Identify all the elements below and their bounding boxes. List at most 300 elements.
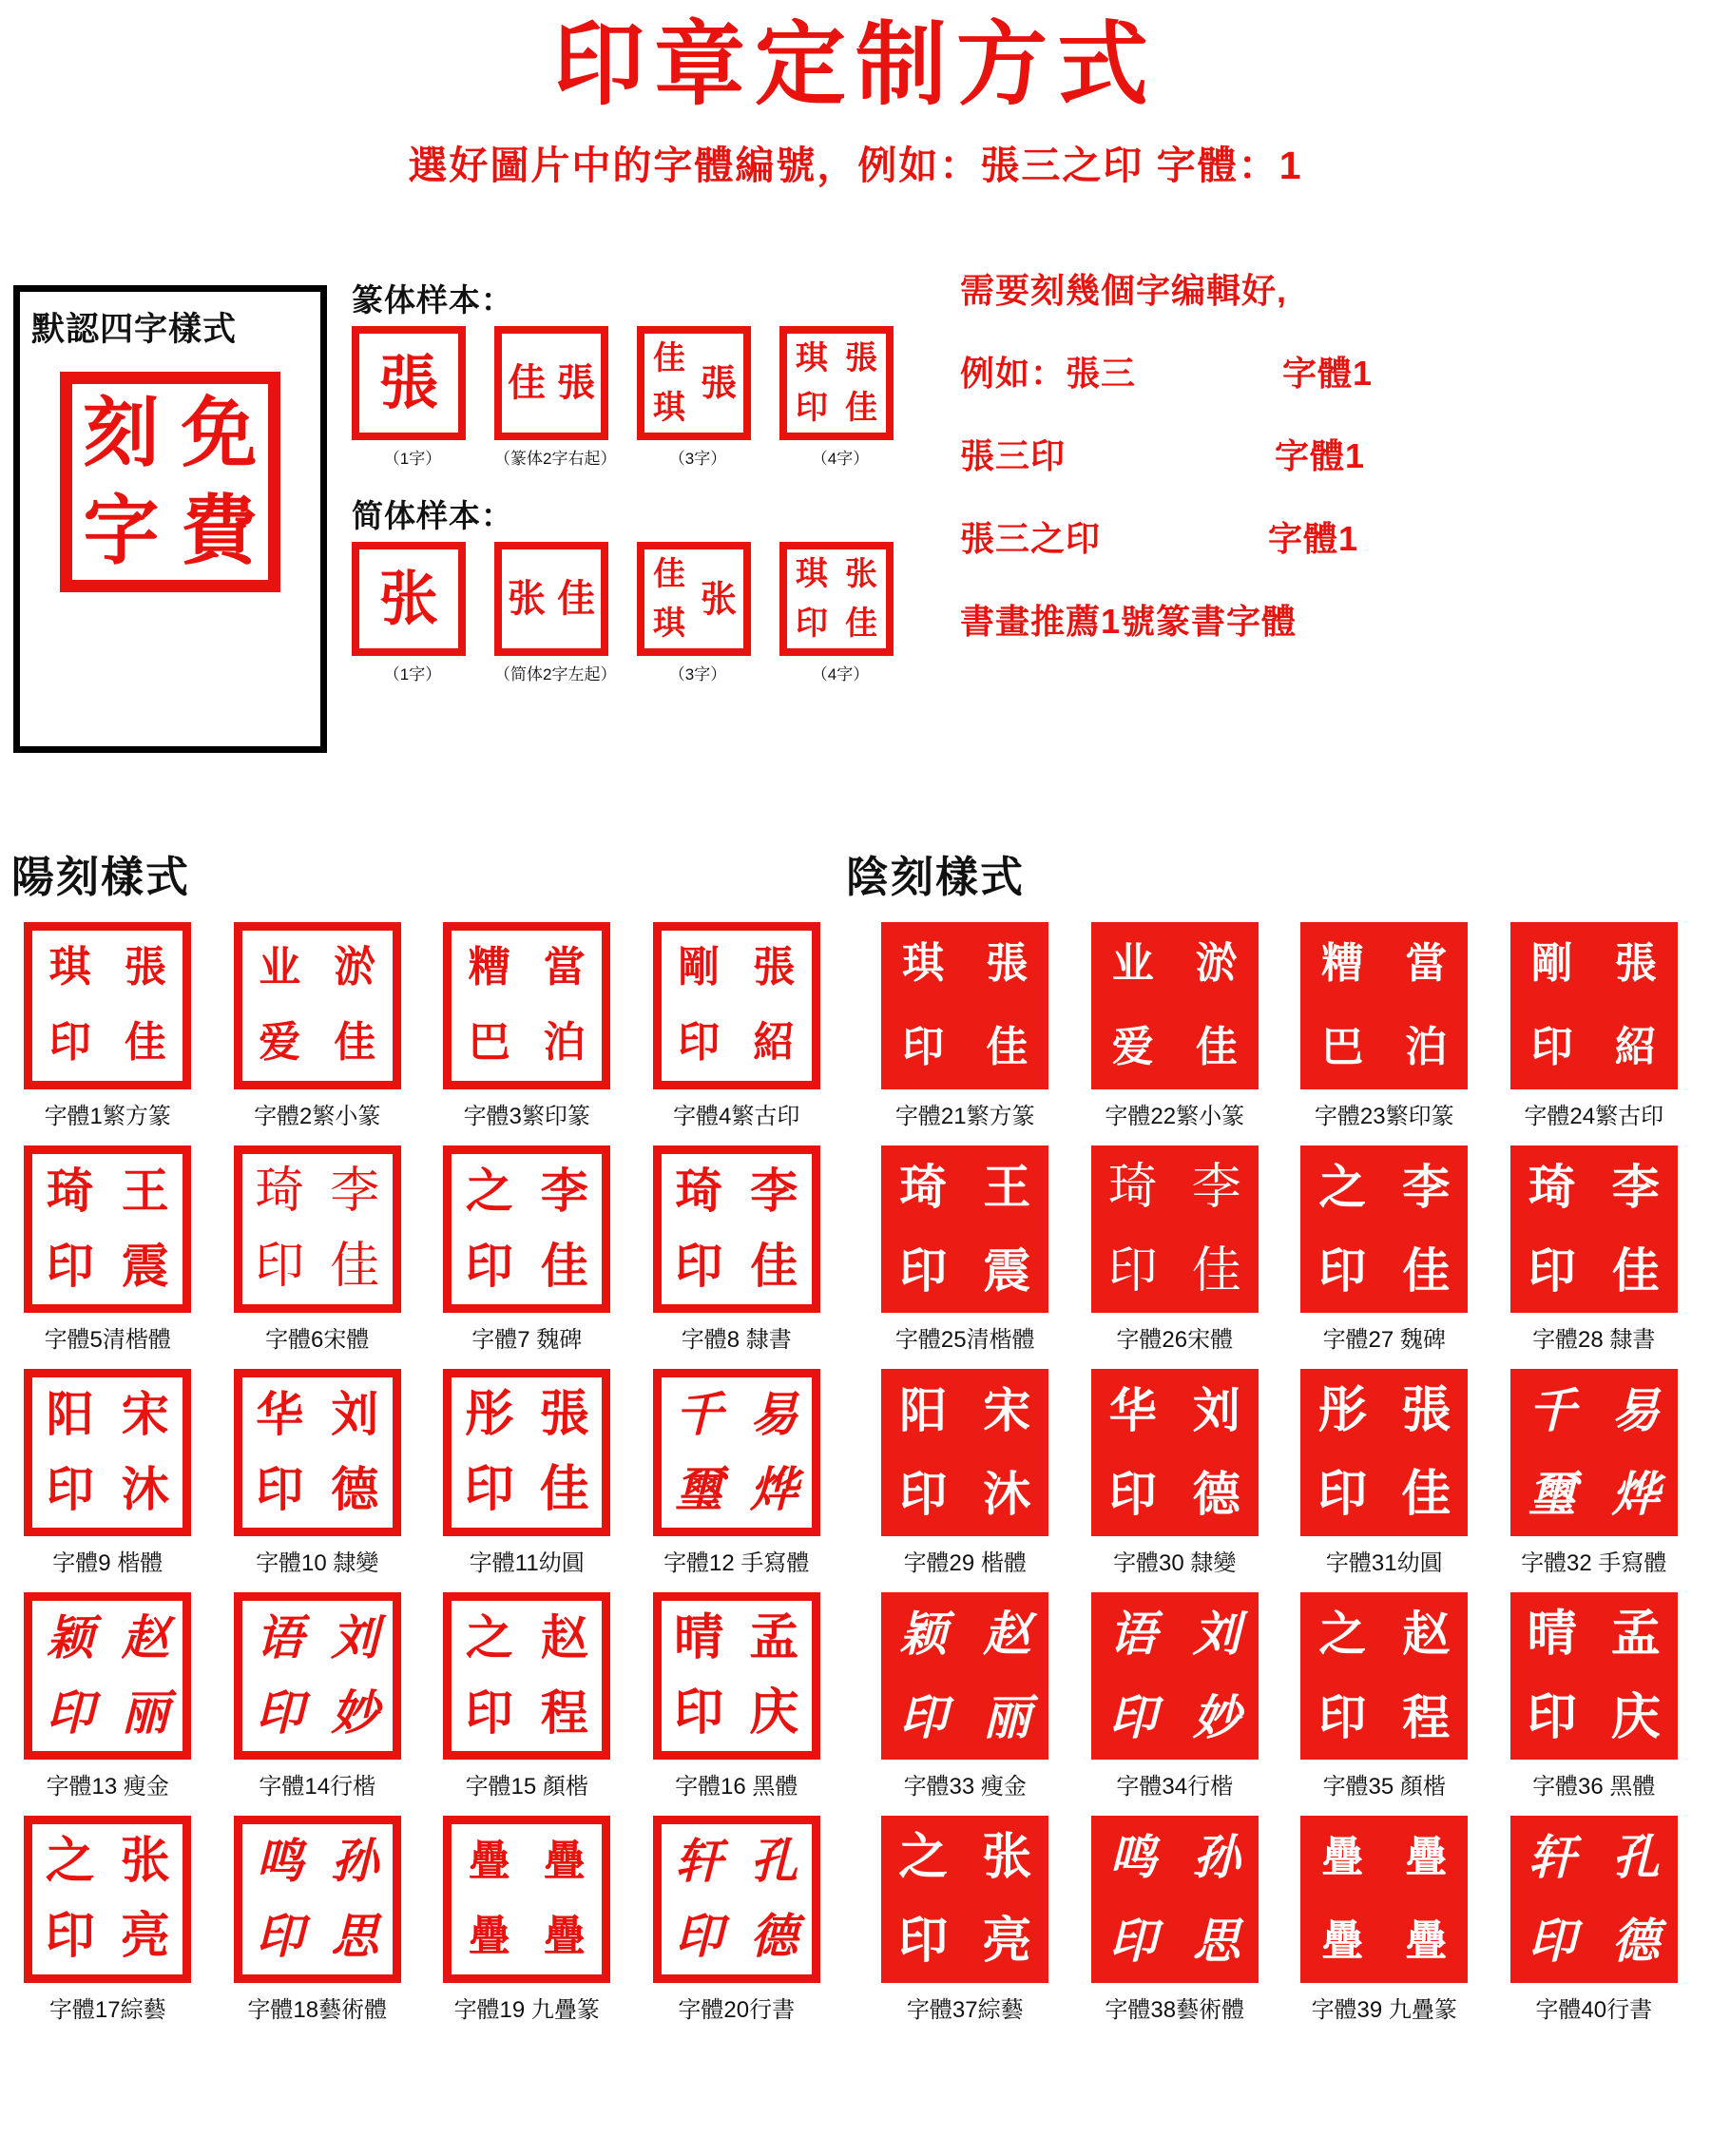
seal-preview[interactable] — [1300, 1592, 1468, 1760]
seal-label: 字體13 瘦金 — [46, 1773, 169, 1800]
seal-option[interactable] — [1075, 1369, 1276, 1577]
seal-option[interactable] — [865, 922, 1066, 1130]
sample-seal — [494, 326, 608, 440]
seal-preview[interactable] — [1300, 922, 1468, 1089]
seal-char: 印 — [465, 1238, 513, 1295]
seal-option[interactable] — [1284, 1369, 1485, 1577]
sample-char: 张 — [378, 563, 438, 633]
seal-label: 字體29 楷體 — [903, 1550, 1027, 1576]
seal-label: 字體20行書 — [678, 1996, 796, 2023]
seal-preview[interactable] — [234, 922, 401, 1089]
page-subtitle: 選好圖片中的字體編號，例如：張三之印 字體：1 — [408, 143, 1303, 187]
seal-char: 琦 — [675, 1163, 723, 1220]
seal-char: 妙 — [331, 1684, 379, 1742]
sample-caption: （篆体2字右起） — [494, 449, 617, 468]
sample-char: 琪 — [653, 388, 685, 427]
seal-preview[interactable] — [1091, 1816, 1259, 1983]
seal-option[interactable] — [637, 1145, 837, 1354]
seal-option[interactable] — [865, 1145, 1066, 1354]
seal-preview[interactable] — [1091, 922, 1259, 1089]
sample-caption: （3字） — [668, 664, 727, 683]
sample-seal — [637, 326, 751, 440]
seal-preview[interactable] — [24, 922, 191, 1089]
instruction-line: 書畫推薦1號篆書字體 — [960, 601, 1298, 641]
seal-option[interactable] — [427, 922, 627, 1130]
seal-label: 字體24繁古印 — [1524, 1103, 1664, 1129]
seal-preview[interactable] — [443, 1592, 610, 1760]
sample-cell — [352, 542, 473, 684]
free-seal-char: 費 — [181, 486, 258, 576]
seal-char: 轩 — [675, 1833, 723, 1890]
seal-char: 之 — [465, 1609, 513, 1666]
seal-label: 字體8 隸書 — [681, 1326, 792, 1353]
seal-char: 彤 — [464, 1386, 514, 1444]
seal-char: 华 — [1108, 1381, 1157, 1438]
seal-char: 赵 — [121, 1609, 169, 1666]
sample-char: 琪 — [796, 338, 828, 377]
seal-char: 印 — [1528, 1242, 1576, 1299]
seal-char: 印 — [45, 1908, 95, 1966]
seal-label: 字體31幼圓 — [1325, 1550, 1443, 1576]
seal-char: 印 — [902, 1022, 945, 1071]
seal-option[interactable] — [218, 1816, 418, 2024]
seal-grid-row — [8, 1145, 1703, 1354]
jianti-sample-row — [352, 542, 941, 684]
seal-char: 琦 — [1528, 1158, 1576, 1215]
seal-char: 張 — [753, 943, 796, 992]
seal-option[interactable] — [637, 1369, 837, 1577]
seal-char: 巴 — [1321, 1022, 1364, 1071]
seal-preview[interactable] — [653, 1816, 820, 1983]
seal-label: 字體12 手寫體 — [663, 1550, 810, 1576]
seal-grid-row — [8, 1592, 1703, 1800]
seal-char: 印 — [48, 1018, 91, 1068]
sample-char: 张 — [700, 577, 737, 620]
seal-char: 赵 — [1402, 1605, 1451, 1662]
seal-char: 琦 — [899, 1158, 948, 1215]
seal-char: 之 — [898, 1828, 949, 1886]
section-headings — [0, 842, 1711, 909]
seal-option[interactable] — [218, 1592, 418, 1800]
sample-seal — [779, 542, 894, 656]
seal-preview[interactable] — [234, 1369, 401, 1536]
seal-char: 璽 — [675, 1461, 723, 1518]
seal-char: 印 — [675, 1908, 723, 1965]
seal-preview[interactable] — [24, 1592, 191, 1760]
seal-char: 佳 — [539, 1461, 589, 1519]
seal-preview[interactable] — [443, 1145, 610, 1313]
seal-char: 亮 — [120, 1908, 170, 1966]
seal-preview[interactable] — [443, 1369, 610, 1536]
seal-label: 字體35 顏楷 — [1322, 1773, 1446, 1800]
free-seal-char: 免 — [181, 388, 258, 478]
seal-char: 張 — [1401, 1381, 1451, 1439]
sample-caption: （简体2字左起） — [494, 664, 617, 683]
seal-label: 字體32 手寫體 — [1521, 1550, 1667, 1576]
seal-char: 佳 — [124, 1018, 166, 1068]
seal-char: 印 — [1318, 1242, 1367, 1299]
seal-label: 字體19 九疊篆 — [453, 1996, 600, 2023]
seal-label: 字體14行楷 — [259, 1773, 376, 1800]
seal-option[interactable] — [1284, 1592, 1485, 1800]
seal-char: 印 — [899, 1465, 948, 1522]
seal-grid-row — [8, 1369, 1703, 1577]
seal-char: 业 — [259, 943, 301, 992]
page-title: 印章定制方式 — [553, 11, 1158, 118]
seal-char: 印 — [1318, 1688, 1367, 1745]
seal-option[interactable] — [427, 1592, 627, 1800]
seal-char: 佳 — [330, 1238, 380, 1296]
seal-char: 琪 — [48, 943, 91, 992]
sample-char: 琪 — [796, 554, 828, 593]
sample-char: 張 — [557, 359, 595, 405]
seal-option[interactable] — [427, 1145, 627, 1354]
seal-char: 爱 — [259, 1018, 301, 1068]
free-seal-char: 字 — [83, 486, 160, 576]
seal-char: 疊 — [543, 1912, 586, 1961]
seal-char: 佳 — [540, 1238, 588, 1295]
seal-char: 印 — [1108, 1688, 1157, 1745]
seal-label: 字體2繁小篆 — [254, 1103, 381, 1129]
seal-char: 李 — [750, 1163, 798, 1220]
sample-styles — [352, 276, 941, 684]
sample-char: 張 — [378, 347, 438, 417]
seal-char: 孙 — [331, 1833, 379, 1890]
seal-preview[interactable] — [881, 1816, 1048, 1983]
seal-char: 紹 — [753, 1018, 796, 1068]
seal-option[interactable] — [1284, 1145, 1485, 1354]
seal-preview[interactable] — [24, 1816, 191, 1983]
seal-char: 思 — [1192, 1912, 1240, 1969]
sample-seal — [352, 326, 466, 440]
seal-char: 思 — [331, 1908, 379, 1965]
seal-char: 佳 — [1402, 1242, 1451, 1299]
seal-char: 德 — [750, 1908, 798, 1965]
seal-char: 孔 — [750, 1833, 798, 1890]
seal-char: 佳 — [1611, 1242, 1660, 1299]
jianti-sample-heading: 简体样本： — [352, 497, 513, 533]
sample-char: 佳 — [845, 604, 877, 643]
seal-preview[interactable] — [24, 1369, 191, 1536]
seal-preview[interactable] — [653, 1145, 820, 1313]
upper-section — [0, 207, 1711, 835]
seal-preview[interactable] — [881, 1145, 1048, 1313]
seal-char: 淤 — [1195, 938, 1238, 988]
seal-option[interactable] — [8, 1369, 208, 1577]
seal-char: 李 — [1402, 1158, 1451, 1215]
seal-preview[interactable] — [1510, 922, 1678, 1089]
free-seal-char: 刻 — [83, 388, 160, 478]
seal-char: 刘 — [1192, 1605, 1240, 1662]
seal-char: 印 — [46, 1238, 94, 1295]
seal-char: 糟 — [468, 943, 510, 992]
seal-preview[interactable] — [1300, 1369, 1468, 1536]
sample-char: 張 — [700, 360, 737, 404]
seal-label: 字體27 魏碑 — [1322, 1326, 1446, 1353]
seal-char: 疊 — [543, 1837, 586, 1886]
sample-cell — [494, 542, 616, 684]
seal-option[interactable] — [1075, 922, 1276, 1130]
seal-option[interactable] — [1494, 1816, 1695, 2024]
seal-char: 颖 — [899, 1605, 948, 1662]
instruction-line: 張三之印 字體1 — [960, 518, 1359, 558]
seal-style-grid — [0, 922, 1711, 2024]
seal-label: 字體23繁印篆 — [1314, 1103, 1454, 1129]
seal-label: 字體36 黑體 — [1532, 1773, 1656, 1800]
seal-char: 琪 — [902, 938, 945, 988]
seal-char: 宋 — [983, 1381, 1031, 1438]
seal-char: 印 — [899, 1242, 948, 1299]
seal-char: 沐 — [121, 1461, 169, 1518]
seal-char: 德 — [1611, 1912, 1660, 1969]
seal-char: 印 — [1317, 1465, 1368, 1523]
seal-option[interactable] — [8, 1592, 208, 1800]
seal-char: 孔 — [1611, 1828, 1660, 1885]
seal-char: 印 — [1530, 1022, 1573, 1071]
seal-char: 语 — [256, 1609, 304, 1666]
seal-char: 易 — [750, 1386, 798, 1443]
seal-char: 沐 — [983, 1465, 1031, 1522]
seal-char: 震 — [121, 1238, 169, 1295]
seal-label: 字體3繁印篆 — [463, 1103, 590, 1129]
seal-option[interactable] — [218, 1369, 418, 1577]
sample-cell — [494, 326, 616, 469]
instruction-notes — [960, 264, 1373, 678]
seal-option[interactable] — [8, 922, 208, 1130]
seal-char: 李 — [330, 1163, 380, 1221]
seal-preview[interactable] — [881, 922, 1048, 1089]
seal-label: 字體16 黑體 — [675, 1773, 798, 1800]
sample-cell — [637, 542, 759, 684]
seal-char: 之 — [45, 1833, 95, 1891]
seal-char: 印 — [464, 1461, 514, 1519]
seal-char: 之 — [465, 1163, 513, 1220]
free-engrave-seal — [60, 372, 280, 592]
sample-seal — [779, 326, 894, 440]
seal-char: 糟 — [1321, 938, 1364, 988]
seal-char: 孟 — [749, 1609, 799, 1667]
seal-char: 印 — [46, 1684, 94, 1742]
seal-char: 印 — [898, 1912, 949, 1970]
seal-char: 佳 — [750, 1238, 798, 1295]
seal-label: 字體10 隸變 — [256, 1550, 379, 1576]
seal-option[interactable] — [1494, 1592, 1695, 1800]
seal-option[interactable] — [8, 1816, 208, 2024]
seal-preview[interactable] — [1510, 1145, 1678, 1313]
seal-option[interactable] — [637, 1592, 837, 1800]
seal-option[interactable] — [1284, 922, 1485, 1130]
seal-preview[interactable] — [1510, 1369, 1678, 1536]
seal-label: 字體18藝術體 — [247, 1996, 388, 2023]
seal-label: 字體34行楷 — [1116, 1773, 1234, 1800]
seal-char: 易 — [1611, 1381, 1660, 1438]
seal-option[interactable] — [218, 1145, 418, 1354]
sample-char: 张 — [508, 576, 546, 621]
seal-char: 印 — [256, 1461, 304, 1518]
seal-label: 字體15 顏楷 — [465, 1773, 588, 1800]
seal-label: 字體40行書 — [1535, 1996, 1653, 2023]
seal-char: 孙 — [1192, 1828, 1240, 1885]
seal-option[interactable] — [8, 1145, 208, 1354]
seal-preview[interactable] — [1510, 1816, 1678, 1983]
seal-char: 轩 — [1528, 1828, 1576, 1885]
seal-option[interactable] — [218, 922, 418, 1130]
sample-caption: （3字） — [668, 449, 727, 468]
seal-char: 爱 — [1111, 1022, 1154, 1071]
seal-char: 王 — [983, 1158, 1031, 1215]
sample-char: 张 — [845, 554, 877, 593]
seal-char: 千 — [675, 1386, 723, 1443]
seal-char: 佳 — [1191, 1242, 1241, 1299]
seal-char: 疊 — [468, 1912, 510, 1961]
sample-char: 琪 — [653, 604, 685, 643]
seal-option[interactable] — [1494, 922, 1695, 1130]
seal-preview[interactable] — [881, 1592, 1048, 1760]
seal-char: 赵 — [540, 1609, 588, 1666]
seal-label: 字體28 隸書 — [1532, 1326, 1656, 1353]
seal-char: 刘 — [1192, 1381, 1240, 1438]
seal-preview[interactable] — [1300, 1816, 1468, 1983]
seal-char: 丽 — [121, 1684, 169, 1742]
seal-char: 张 — [982, 1828, 1032, 1886]
seal-preview[interactable] — [234, 1145, 401, 1313]
sample-char: 佳 — [653, 554, 685, 593]
seal-char: 彤 — [1317, 1381, 1368, 1439]
seal-preview[interactable] — [443, 1816, 610, 1983]
seal-char: 鸣 — [1108, 1828, 1157, 1885]
seal-char: 李 — [540, 1163, 588, 1220]
sample-seal — [352, 542, 466, 656]
seal-preview[interactable] — [1300, 1145, 1468, 1313]
sample-char: 佳 — [557, 576, 595, 621]
seal-char: 疊 — [1321, 1915, 1364, 1965]
sample-char: 印 — [796, 604, 828, 643]
seal-char: 印 — [256, 1684, 304, 1742]
seal-grid-row — [8, 922, 1703, 1130]
seal-label: 字體22繁小篆 — [1105, 1103, 1245, 1129]
seal-option[interactable] — [1075, 1816, 1276, 2024]
seal-option[interactable] — [637, 922, 837, 1130]
seal-char: 紹 — [1614, 1022, 1657, 1071]
seal-char: 佳 — [986, 1022, 1029, 1071]
seal-char: 張 — [124, 943, 166, 992]
seal-char: 張 — [539, 1386, 589, 1444]
seal-label: 字體38藝術體 — [1105, 1996, 1245, 2023]
seal-preview[interactable] — [1091, 1369, 1259, 1536]
seal-label: 字體5清楷體 — [44, 1326, 171, 1353]
yin-style-heading: 陰刻樣式 — [846, 852, 1026, 901]
seal-preview[interactable] — [653, 1369, 820, 1536]
seal-char: 印 — [1527, 1688, 1577, 1746]
seal-char: 琦 — [1107, 1158, 1158, 1216]
seal-char: 李 — [1191, 1158, 1241, 1216]
seal-label: 字體30 隸變 — [1113, 1550, 1237, 1576]
seal-char: 妙 — [1192, 1688, 1240, 1745]
seal-option[interactable] — [865, 1369, 1066, 1577]
seal-char: 佳 — [1401, 1465, 1451, 1523]
seal-option[interactable] — [865, 1592, 1066, 1800]
seal-option[interactable] — [865, 1816, 1066, 2024]
seal-char: 华 — [256, 1386, 304, 1443]
seal-char: 晴 — [674, 1609, 724, 1667]
seal-char: 疊 — [1405, 1915, 1448, 1965]
seal-char: 佳 — [1195, 1022, 1238, 1071]
seal-char: 印 — [899, 1688, 948, 1745]
sample-char: 張 — [845, 338, 877, 377]
sample-cell — [637, 326, 759, 469]
seal-char: 疊 — [1405, 1832, 1448, 1881]
seal-option[interactable] — [427, 1369, 627, 1577]
seal-option[interactable] — [1075, 1592, 1276, 1800]
seal-char: 阳 — [899, 1381, 948, 1438]
seal-preview[interactable] — [1091, 1145, 1259, 1313]
seal-preview[interactable] — [881, 1369, 1048, 1536]
seal-char: 张 — [120, 1833, 170, 1891]
seal-option[interactable] — [1494, 1369, 1695, 1577]
sample-char: 佳 — [653, 338, 685, 377]
sample-caption: （4字） — [811, 449, 870, 468]
seal-char: 當 — [543, 943, 586, 992]
seal-option[interactable] — [427, 1816, 627, 2024]
seal-char: 印 — [1108, 1912, 1157, 1969]
instruction-line: 張三印 字體1 — [960, 435, 1366, 475]
seal-preview[interactable] — [1091, 1592, 1259, 1760]
seal-char: 印 — [674, 1684, 724, 1742]
seal-char: 印 — [256, 1908, 304, 1965]
sample-caption: （1字） — [383, 449, 442, 468]
sample-seal — [494, 542, 608, 656]
seal-label: 字體7 魏碑 — [471, 1326, 583, 1353]
seal-char: 语 — [1108, 1605, 1157, 1662]
seal-char: 丽 — [983, 1688, 1031, 1745]
seal-preview[interactable] — [24, 1145, 191, 1313]
seal-char: 疊 — [468, 1837, 510, 1886]
seal-char: 之 — [1318, 1605, 1367, 1662]
seal-option[interactable] — [1075, 1145, 1276, 1354]
seal-char: 琦 — [255, 1163, 305, 1221]
seal-preview[interactable] — [234, 1592, 401, 1760]
seal-option[interactable] — [637, 1816, 837, 2024]
seal-option[interactable] — [1494, 1145, 1695, 1354]
seal-preview[interactable] — [653, 1592, 820, 1760]
sample-cell — [779, 326, 901, 469]
seal-char: 印 — [1108, 1465, 1157, 1522]
sample-cell — [779, 542, 901, 684]
zhuan-sample-row — [352, 326, 941, 469]
seal-preview[interactable] — [234, 1816, 401, 1983]
seal-preview[interactable] — [1510, 1592, 1678, 1760]
seal-preview[interactable] — [443, 922, 610, 1089]
seal-char: 亮 — [982, 1912, 1032, 1970]
default-style-label: 默認四字樣式 — [31, 310, 238, 348]
seal-char: 印 — [1528, 1912, 1576, 1969]
yang-style-heading: 陽刻樣式 — [11, 852, 191, 901]
seal-char: 剛 — [678, 943, 721, 992]
seal-char: 印 — [678, 1018, 721, 1068]
seal-char: 业 — [1111, 938, 1154, 988]
seal-char: 印 — [255, 1238, 305, 1296]
seal-char: 程 — [540, 1684, 588, 1742]
seal-char: 剛 — [1530, 938, 1573, 988]
seal-option[interactable] — [1284, 1816, 1485, 2024]
seal-char: 印 — [1107, 1242, 1158, 1299]
seal-char: 琦 — [46, 1163, 94, 1220]
seal-preview[interactable] — [653, 922, 820, 1089]
seal-char: 刘 — [331, 1609, 379, 1666]
seal-char: 德 — [331, 1461, 379, 1518]
seal-char: 阳 — [46, 1386, 94, 1443]
seal-char: 璽 — [1528, 1465, 1576, 1522]
